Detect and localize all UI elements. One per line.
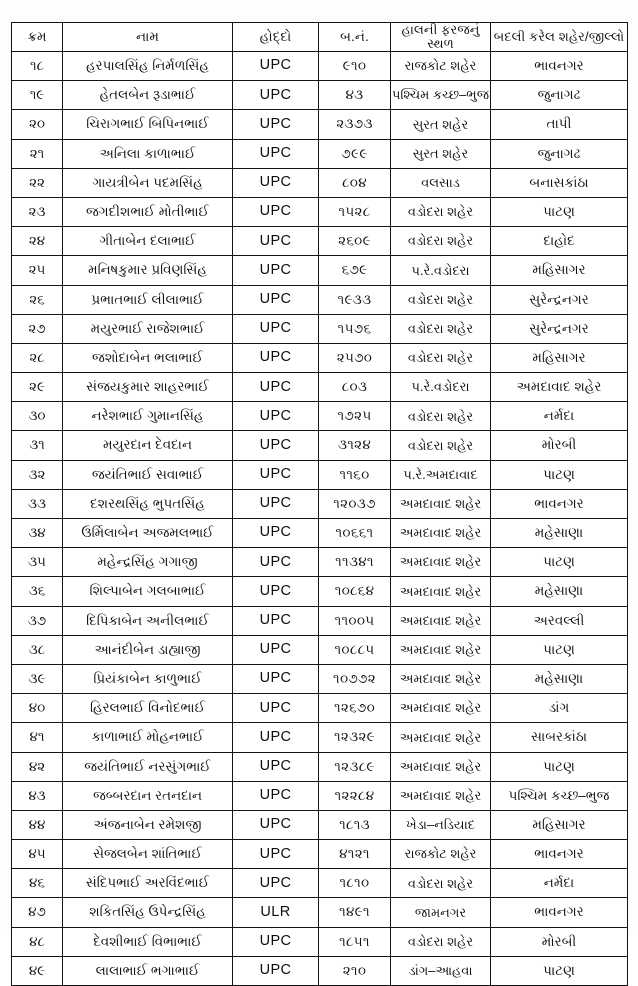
cell-serial: ૨૬ (12, 285, 63, 314)
cell-serial: ૨૧ (12, 139, 63, 168)
table-row (12, 810, 628, 839)
cell-current-place: વલસાડ (391, 168, 491, 197)
table-row (12, 577, 628, 606)
cell-serial: ૪૩ (12, 781, 63, 810)
table-row (12, 373, 628, 402)
cell-serial: ૨૯ (12, 373, 63, 402)
cell-current-place: રાજકોટ શહેર (391, 840, 491, 869)
cell-current-place: સુરત શહેર (391, 139, 491, 168)
cell-transfer-place: પાટણ (491, 956, 628, 985)
cell-current-place: પ.રે.વડોદરા (391, 373, 491, 402)
cell-current-place: વડોદરા શહેર (391, 431, 491, 460)
cell-serial: ૩૦ (12, 402, 63, 431)
cell-post: UPC (233, 402, 319, 431)
cell-name: જયંતિભાઈ સવાભાઈ (63, 460, 233, 489)
cell-buckle-no: ૧૯૩૩ (319, 285, 391, 314)
column-header-serial: ક્રમ (12, 23, 63, 52)
cell-transfer-place: મહેસાણા (491, 664, 628, 693)
cell-post: UPC (233, 227, 319, 256)
cell-name: દશરથસિંહ ભુપતસિંહ (63, 489, 233, 518)
cell-buckle-no: ૩૧૨૪ (319, 431, 391, 460)
table-header (12, 23, 628, 52)
cell-serial: ૨૨ (12, 168, 63, 197)
cell-post: UPC (233, 606, 319, 635)
cell-current-place: વડોદરા શહેર (391, 285, 491, 314)
column-header-transfer-place: બદલી કરેલ શહેર/જીલ્લો (491, 23, 628, 52)
cell-serial: ૪૦ (12, 694, 63, 723)
cell-buckle-no: ૧૮૧૩ (319, 810, 391, 839)
cell-buckle-no: ૨૫૭૦ (319, 343, 391, 372)
cell-post: UPC (233, 723, 319, 752)
cell-name: આનંદીબેન ડાહ્યાજી (63, 635, 233, 664)
table-row (12, 840, 628, 869)
cell-post: UPC (233, 139, 319, 168)
cell-post: UPC (233, 635, 319, 664)
cell-post: UPC (233, 197, 319, 226)
cell-post: ULR (233, 898, 319, 927)
cell-transfer-place: સુરેન્દ્રનગર (491, 285, 628, 314)
cell-transfer-place: ભાવનગર (491, 840, 628, 869)
cell-name: ગાયત્રીબેન પદમસિંહ (63, 168, 233, 197)
cell-current-place: વડોદરા શહેર (391, 927, 491, 956)
cell-buckle-no: ૬૭૯ (319, 256, 391, 285)
cell-current-place: વડોદરા શહેર (391, 227, 491, 256)
cell-transfer-place: મહિસાગર (491, 810, 628, 839)
cell-transfer-place: પાટણ (491, 197, 628, 226)
cell-transfer-place: જુનાગઢ (491, 139, 628, 168)
cell-transfer-place: ભાવનગર (491, 52, 628, 81)
cell-buckle-no: ૧૦૮૮૫ (319, 635, 391, 664)
cell-post: UPC (233, 168, 319, 197)
table-row (12, 927, 628, 956)
transfer-order-table (11, 22, 628, 986)
cell-buckle-no: ૧૨૬૭૦ (319, 694, 391, 723)
cell-serial: ૩૫ (12, 548, 63, 577)
cell-serial: ૨૭ (12, 314, 63, 343)
column-header-post: હોદ્દો (233, 23, 319, 52)
cell-transfer-place: નર્મદા (491, 402, 628, 431)
cell-name: સંદિપભાઈ અરવિંદભાઈ (63, 869, 233, 898)
cell-post: UPC (233, 110, 319, 139)
cell-serial: ૩૧ (12, 431, 63, 460)
table-row (12, 898, 628, 927)
cell-serial: ૪૪ (12, 810, 63, 839)
cell-buckle-no: ૨૩૭૩ (319, 110, 391, 139)
cell-post: UPC (233, 460, 319, 489)
table-row (12, 606, 628, 635)
cell-current-place: વડોદરા શહેર (391, 314, 491, 343)
table-row (12, 139, 628, 168)
cell-transfer-place: નર્મદા (491, 869, 628, 898)
cell-serial: ૧૯ (12, 81, 63, 110)
cell-name: મહેન્દ્રસિંહ ગગાજી (63, 548, 233, 577)
cell-transfer-place: મહેસાણા (491, 577, 628, 606)
cell-transfer-place: પાટણ (491, 635, 628, 664)
cell-transfer-place: તાપી (491, 110, 628, 139)
cell-serial: ૪૯ (12, 956, 63, 985)
cell-current-place: પ.રે.વડોદરા (391, 256, 491, 285)
cell-name: નરેશભાઈ ગુમાનસિંહ (63, 402, 233, 431)
cell-buckle-no: ૨૬૦૯ (319, 227, 391, 256)
cell-post: UPC (233, 781, 319, 810)
cell-buckle-no: ૧૨૩૨૯ (319, 723, 391, 752)
cell-buckle-no: ૧૮૫૧ (319, 927, 391, 956)
cell-name: હેતલબેન રૂડાભાઈ (63, 81, 233, 110)
cell-current-place: વડોદરા શહેર (391, 197, 491, 226)
cell-buckle-no: ૧૭૨૫ (319, 402, 391, 431)
cell-buckle-no: ૧૨૦૩૭ (319, 489, 391, 518)
cell-current-place: અમદાવાદ શહેર (391, 548, 491, 577)
cell-current-place: પ.રે.અમદાવાદ (391, 460, 491, 489)
table-row (12, 752, 628, 781)
cell-transfer-place: અમદાવાદ શહેર (491, 373, 628, 402)
table-row (12, 314, 628, 343)
cell-serial: ૨૦ (12, 110, 63, 139)
cell-name: હરપાલસિંહ નિર્મળસિંહ (63, 52, 233, 81)
cell-serial: ૩૩ (12, 489, 63, 518)
cell-serial: ૪૭ (12, 898, 63, 927)
table-row (12, 110, 628, 139)
cell-serial: ૪૬ (12, 869, 63, 898)
cell-transfer-place: ભાવનગર (491, 489, 628, 518)
cell-current-place: અમદાવાદ શહેર (391, 519, 491, 548)
cell-post: UPC (233, 256, 319, 285)
cell-current-place: પશ્ચિમ કચ્છ–ભુજ (391, 81, 491, 110)
cell-transfer-place: મહિસાગર (491, 256, 628, 285)
table-row (12, 781, 628, 810)
cell-buckle-no: ૪૧૨૧ (319, 840, 391, 869)
cell-buckle-no: ૨૧૦ (319, 956, 391, 985)
cell-buckle-no: ૧૨૨૮૪ (319, 781, 391, 810)
cell-transfer-place: બનાસકાંઠા (491, 168, 628, 197)
cell-buckle-no: ૧૦૮૬૪ (319, 577, 391, 606)
cell-buckle-no: ૧૪૯૧ (319, 898, 391, 927)
table-row (12, 956, 628, 985)
cell-transfer-place: મહેસાણા (491, 519, 628, 548)
cell-name: અંજનાબેન રમેશજી (63, 810, 233, 839)
column-header-current-place: હાલની ફરજનું સ્થળ (391, 23, 491, 52)
table-row (12, 81, 628, 110)
table-row (12, 664, 628, 693)
cell-name: ગીતાબેન દલાભાઈ (63, 227, 233, 256)
cell-transfer-place: જુનાગઢ (491, 81, 628, 110)
cell-name: જયંતિભાઈ નરસુંગભાઈ (63, 752, 233, 781)
cell-buckle-no: ૧૮૧૦ (319, 869, 391, 898)
cell-current-place: ડાંગ–આહવા (391, 956, 491, 985)
cell-name: ઉર્મિલાબેન અજમલભાઈ (63, 519, 233, 548)
cell-name: પ્રભાતભાઈ લીલાભાઈ (63, 285, 233, 314)
cell-name: શિલ્પાબેન ગલબાભાઈ (63, 577, 233, 606)
cell-serial: ૩૨ (12, 460, 63, 489)
cell-buckle-no: ૧૧૦૦૫ (319, 606, 391, 635)
cell-transfer-place: દાહોદ (491, 227, 628, 256)
table-row (12, 52, 628, 81)
table-row (12, 519, 628, 548)
cell-buckle-no: ૧૦૭૭૨ (319, 664, 391, 693)
cell-current-place: અમદાવાદ શહેર (391, 781, 491, 810)
cell-name: કાળાભાઈ મોહનભાઈ (63, 723, 233, 752)
cell-transfer-place: પાટણ (491, 460, 628, 489)
cell-buckle-no: ૯૧૦ (319, 52, 391, 81)
cell-current-place: અમદાવાદ શહેર (391, 635, 491, 664)
cell-name: મનિષકુમાર પ્રવિણસિંહ (63, 256, 233, 285)
column-header-name: નામ (63, 23, 233, 52)
cell-current-place: સુરત શહેર (391, 110, 491, 139)
cell-post: UPC (233, 752, 319, 781)
table-row (12, 869, 628, 898)
cell-name: જગદીશભાઈ મોતીભાઈ (63, 197, 233, 226)
cell-current-place: અમદાવાદ શહેર (391, 489, 491, 518)
cell-post: UPC (233, 664, 319, 693)
cell-post: UPC (233, 840, 319, 869)
cell-name: લાલાભાઈ ભગાભાઈ (63, 956, 233, 985)
cell-current-place: અમદાવાદ શહેર (391, 694, 491, 723)
table-row (12, 227, 628, 256)
cell-name: પ્રિયંકાબેન કાળુભાઈ (63, 664, 233, 693)
cell-post: UPC (233, 489, 319, 518)
table-row (12, 197, 628, 226)
table-row (12, 489, 628, 518)
table-row (12, 460, 628, 489)
cell-name: દેવશીભાઈ વિભાભાઈ (63, 927, 233, 956)
cell-transfer-place: અરવલ્લી (491, 606, 628, 635)
cell-post: UPC (233, 373, 319, 402)
table-row (12, 256, 628, 285)
table-row (12, 635, 628, 664)
cell-transfer-place: ભાવનગર (491, 898, 628, 927)
cell-name: સંજયકુમાર શાહરભાઈ (63, 373, 233, 402)
table-row (12, 285, 628, 314)
cell-post: UPC (233, 927, 319, 956)
transfer-table-container (11, 22, 627, 986)
table-row (12, 431, 628, 460)
cell-name: હિરલભાઈ વિનોદભાઈ (63, 694, 233, 723)
cell-current-place: વડોદરા શહેર (391, 402, 491, 431)
cell-post: UPC (233, 519, 319, 548)
cell-buckle-no: ૮૦૪ (319, 168, 391, 197)
cell-post: UPC (233, 577, 319, 606)
cell-buckle-no: ૧૫૭૬ (319, 314, 391, 343)
cell-serial: ૩૯ (12, 664, 63, 693)
cell-buckle-no: ૧૦૬૬૧ (319, 519, 391, 548)
cell-current-place: ખેડા–નડિયાદ (391, 810, 491, 839)
cell-name: જશોદાબેન ભલાભાઈ (63, 343, 233, 372)
cell-serial: ૨૫ (12, 256, 63, 285)
cell-buckle-no: ૧૨૩૮૯ (319, 752, 391, 781)
cell-name: મયુરભાઈ રાજેશભાઈ (63, 314, 233, 343)
table-row (12, 343, 628, 372)
table-header-row (12, 23, 628, 52)
cell-serial: ૪૫ (12, 840, 63, 869)
cell-name: મયુરદાન દેવદાન (63, 431, 233, 460)
cell-transfer-place: પશ્ચિમ કચ્છ–ભુજ (491, 781, 628, 810)
column-header-buckle-no: બ.નં. (319, 23, 391, 52)
cell-post: UPC (233, 694, 319, 723)
cell-buckle-no: ૧૧૩૪૧ (319, 548, 391, 577)
cell-serial: ૨૪ (12, 227, 63, 256)
cell-post: UPC (233, 548, 319, 577)
cell-buckle-no: ૭૯૯ (319, 139, 391, 168)
cell-name: શકિતસિંહ ઉપેન્દ્રસિંહ (63, 898, 233, 927)
cell-current-place: વડોદરા શહેર (391, 343, 491, 372)
cell-post: UPC (233, 956, 319, 985)
cell-transfer-place: મોરબી (491, 927, 628, 956)
cell-name: ચિરાગભાઈ બિપિનભાઈ (63, 110, 233, 139)
cell-name: સેજલબેન શાંતિભાઈ (63, 840, 233, 869)
cell-current-place: જામનગર (391, 898, 491, 927)
cell-transfer-place: ડાંગ (491, 694, 628, 723)
cell-serial: ૨૮ (12, 343, 63, 372)
table-row (12, 168, 628, 197)
table-body (12, 52, 628, 986)
cell-current-place: અમદાવાદ શહેર (391, 606, 491, 635)
cell-transfer-place: પાટણ (491, 548, 628, 577)
table-row (12, 402, 628, 431)
cell-transfer-place: મહિસાગર (491, 343, 628, 372)
cell-serial: ૪૮ (12, 927, 63, 956)
cell-serial: ૪૨ (12, 752, 63, 781)
cell-current-place: અમદાવાદ શહેર (391, 664, 491, 693)
cell-post: UPC (233, 285, 319, 314)
cell-post: UPC (233, 869, 319, 898)
cell-serial: ૧૮ (12, 52, 63, 81)
cell-current-place: અમદાવાદ શહેર (391, 752, 491, 781)
table-row (12, 723, 628, 752)
cell-name: દિપિકાબેન અનીલભાઈ (63, 606, 233, 635)
cell-current-place: વડોદરા શહેર (391, 869, 491, 898)
cell-post: UPC (233, 810, 319, 839)
cell-serial: ૩૭ (12, 606, 63, 635)
cell-transfer-place: પાટણ (491, 752, 628, 781)
cell-post: UPC (233, 81, 319, 110)
cell-serial: ૪૧ (12, 723, 63, 752)
cell-buckle-no: ૧૫૨૮ (319, 197, 391, 226)
cell-buckle-no: ૮૦૩ (319, 373, 391, 402)
cell-current-place: અમદાવાદ શહેર (391, 723, 491, 752)
cell-current-place: અમદાવાદ શહેર (391, 577, 491, 606)
cell-current-place: રાજકોટ શહેર (391, 52, 491, 81)
cell-serial: ૩૬ (12, 577, 63, 606)
cell-transfer-place: મોરબી (491, 431, 628, 460)
cell-buckle-no: ૪૩ (319, 81, 391, 110)
table-row (12, 694, 628, 723)
cell-serial: ૨૩ (12, 197, 63, 226)
table-row (12, 548, 628, 577)
cell-post: UPC (233, 343, 319, 372)
cell-post: UPC (233, 431, 319, 460)
cell-serial: ૩૪ (12, 519, 63, 548)
cell-post: UPC (233, 52, 319, 81)
cell-transfer-place: સુરેન્દ્રનગર (491, 314, 628, 343)
cell-buckle-no: ૧૧૬૦ (319, 460, 391, 489)
cell-serial: ૩૮ (12, 635, 63, 664)
cell-post: UPC (233, 314, 319, 343)
cell-name: અનિલા કાળાભાઈ (63, 139, 233, 168)
cell-transfer-place: સાબરકાંઠા (491, 723, 628, 752)
cell-name: જબ્બરદાન રતનદાન (63, 781, 233, 810)
